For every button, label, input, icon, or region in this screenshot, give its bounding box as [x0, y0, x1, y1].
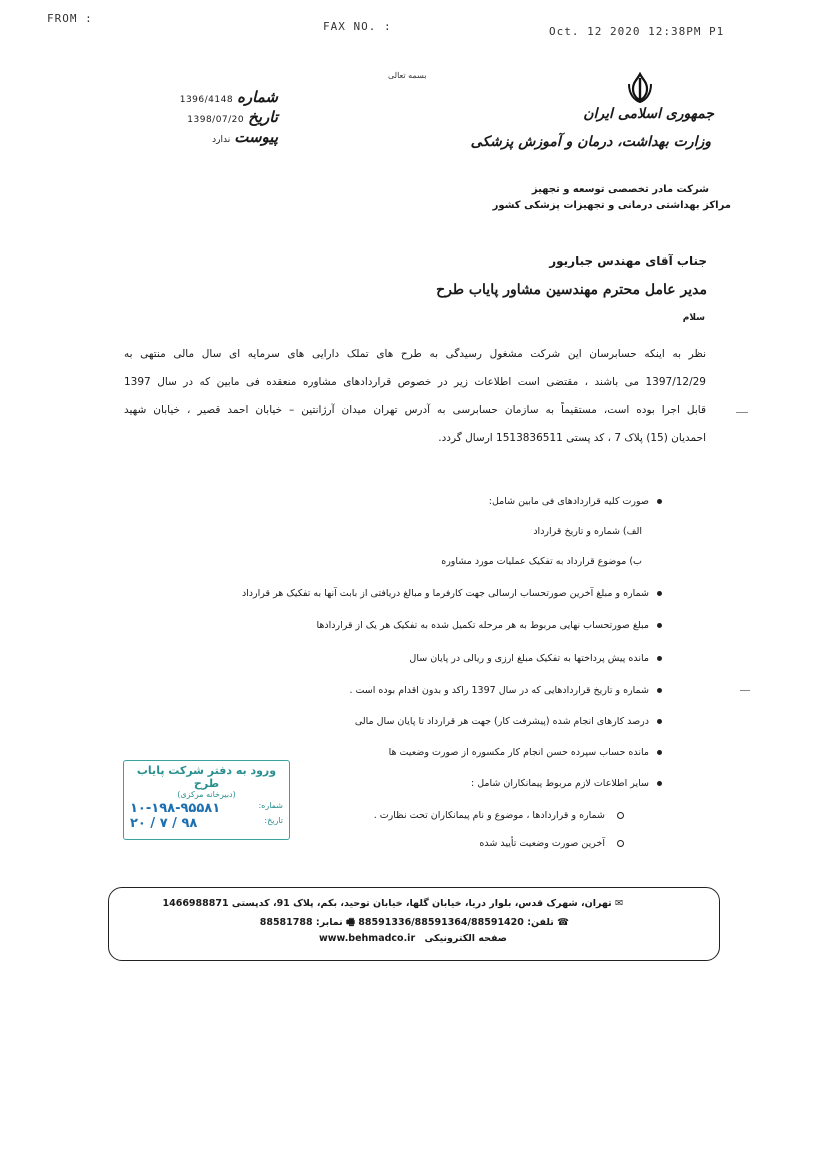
circle-bullet-icon: [617, 812, 624, 819]
attachment-label: پیوست: [234, 128, 278, 146]
number-value: 1396/4148: [179, 95, 234, 105]
list-item: صورت کلیه قراردادهای فی مابین شامل:: [489, 496, 662, 507]
fax-from-label: FROM :: [47, 12, 93, 25]
letterhead-ministry: وزارت بهداشت، درمان و آموزش پزشکی: [470, 134, 711, 150]
date-label: تاریخ: [248, 108, 278, 126]
stamp-subtitle: (دبیرخانه مرکزی): [177, 790, 236, 799]
list-item: سایر اطلاعات لازم مربوط پیمانکاران شامل :: [471, 778, 662, 789]
bullet-icon: [657, 499, 662, 504]
list-item: شماره و مبلغ آخرین صورتحساب ارسالی جهت کارفرما و مبالغ دریافتی از بابت آنها به تفکیک هر قرارداد: [242, 588, 662, 599]
list-item: شماره و تاریخ قراردادهایی که در سال 1397 راکد و بدون اقدام بوده است .: [349, 685, 662, 696]
attachment-value: ندارد: [212, 135, 231, 145]
stamp-number-label: شماره:: [258, 801, 283, 810]
received-stamp: [123, 760, 290, 840]
body-line: نظر به اینکه حسابرسان این شرکت مشغول رسیدگی به طرح های تملک دارایی های سرمایه ای سال مالی منتهی به: [124, 348, 706, 360]
body-line: 1397/12/29 می باشند ، مقتضی است اطلاعات زیر در خصوص قراردادهای مشاوره منعقده فی مابین که در سال 1397: [124, 376, 706, 388]
letterhead-country: جمهوری اسلامی ایران: [583, 106, 714, 122]
addressee-title: مدیر عامل محترم مهندسین مشاور پایاب طرح: [436, 282, 707, 298]
bullet-icon: [657, 623, 662, 628]
fax-datetime: Oct. 12 2020 12:38PM: [549, 25, 702, 38]
list-subitem: الف) شماره و تاریخ قرارداد: [533, 526, 642, 537]
fax-icon: 🖷: [346, 917, 355, 928]
company-line-1: شرکت مادر تخصصی توسعه و تجهیز: [531, 184, 709, 195]
list-subitem: آخرین صورت وضعیت تأیید شده: [479, 838, 624, 849]
bullet-icon: [657, 591, 662, 596]
body-line: احمدیان (15) پلاک 7 ، کد پستی 1513836511 ارسال گردد.: [438, 432, 706, 444]
iran-emblem-icon: [624, 72, 656, 104]
bullet-icon: [657, 656, 662, 661]
list-item: مانده حساب سپرده حسن انجام کار مکسوره از صورت وضعیت ها: [389, 747, 662, 758]
margin-mark: [736, 412, 748, 413]
website-link[interactable]: www.behmadco.ir: [318, 933, 416, 944]
footer-contact-box: [108, 887, 720, 961]
stamp-date-value: ۹۸ / ۷ / ۲۰: [130, 816, 198, 831]
footer-address: ✉ تهران، شهرک قدس، بلوار دریا، خیابان گلها، خیابان توحید، بکم، پلاک 91، کدپستی 1466988871: [162, 898, 623, 909]
bullet-icon: [657, 750, 662, 755]
stamp-date-label: تاریخ:: [264, 816, 283, 825]
margin-mark: [740, 690, 750, 691]
phone-icon: ☎: [557, 917, 569, 928]
list-item: مانده پیش پرداختها به تفکیک مبلغ ارزی و ریالی در پایان سال: [409, 653, 662, 664]
list-item: درصد کارهای انجام شده (پیشرفت کار) جهت هر قرارداد تا پایان سال مالی: [355, 716, 662, 727]
location-icon: ✉: [615, 898, 623, 909]
salutation: سلام: [682, 313, 705, 323]
body-line: قابل اجرا بوده است، مستقیماً به سازمان حسابرسی به آدرس تهران میدان آرژانتین – خیابان احمد قصیر ، خیابان شهید: [124, 404, 706, 416]
stamp-title: ورود به دفتر شرکت پایاب طرح: [136, 764, 277, 790]
bismillah: بسمه تعالی: [388, 71, 427, 80]
fax-number-label: FAX NO. :: [323, 20, 392, 33]
bullet-icon: [657, 688, 662, 693]
footer-website: صفحه الکترونیکی www.behmadco.ir: [318, 933, 507, 944]
addressee-name: جناب آقای مهندس جباریور: [549, 254, 707, 268]
letter-meta: [118, 88, 278, 146]
date-value: 1398/07/20: [187, 115, 245, 125]
list-subitem: شماره و قراردادها ، موضوع و نام پیمانکاران تحت نظارت .: [374, 810, 624, 821]
bullet-icon: [657, 719, 662, 724]
bullet-icon: [657, 781, 662, 786]
body-paragraph: [124, 340, 706, 452]
stamp-number-value: ۱۰-۱۹۸-۹۵۵۸۱: [130, 801, 221, 816]
company-line-2: مراکز بهداشتی درمانی و تجهیزات پزشکی کشور: [492, 200, 731, 211]
circle-bullet-icon: [617, 840, 624, 847]
list-item: مبلغ صورتحساب نهایی مربوط به هر مرحله تکمیل شده به تفکیک هر یک از قراردادها: [317, 620, 662, 631]
footer-phones: ☎ تلفن: 88591336/88591364/88591420 🖷 نمابر: 88581788: [259, 917, 569, 928]
number-label: شماره: [237, 88, 278, 106]
list-subitem: ب) موضوع قرارداد به تفکیک عملیات مورد مشاوره: [441, 556, 642, 567]
fax-page: P1: [709, 25, 725, 38]
